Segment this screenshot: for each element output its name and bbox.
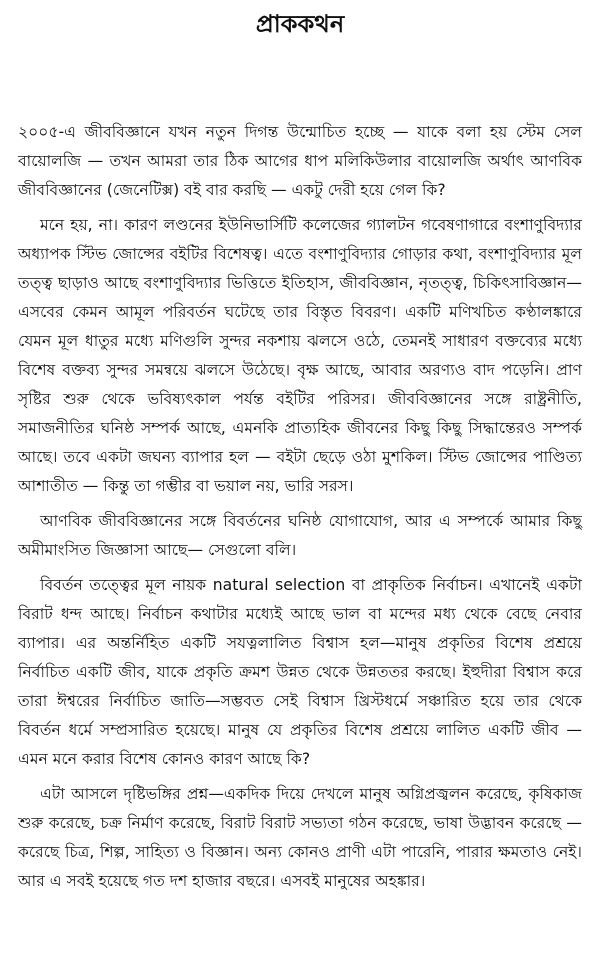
body-text: [18, 118, 582, 896]
page-title: প্রাককথন: [255, 10, 345, 38]
paragraph-1: ২০০৫-এ জীববিজ্ঞানে যখন নতুন দিগন্ত উন্মোচিত হচ্ছে — যাকে বলা হয় স্টেম সেল বায়োলজি — তখন আমরা তার ঠিক আগের ধাপ মলিকিউলার বায়োলজি অর্থাৎ আণবিক জীববিজ্ঞানের (জেনেটিক্স) বই বার করছি — একটু দেরী হয়ে গেল কি?: [18, 123, 582, 199]
paragraph-2: মনে হয়, না। কারণ লণ্ডনের ইউনিভার্সিটি কলেজের গ্যালটন গবেষণাগারে বংশাণুবিদ্যার অধ্যাপক স্টিভ জোন্সের বইটির বিশেষত্ব। এতে বংশাণুবিদ্যার গোড়ার কথা, বংশাণুবিদ্যার মূল তত্ত্ব ছাড়াও আছে বংশাণুবিদ্যার ভিত্তিতে ইতিহাস, জীববিজ্ঞান, নৃতত্ত্ব, চিকিৎসাবিজ্ঞান— এসবের কেমন আমূল পরিবর্তন ঘটেছে তার বিস্তৃত বিবরণ। একটি মণিখচিত কণ্ঠালঙ্কারে যেমন মূল ধাতুর মধ্যে মণিগুলি সুন্দর নকশায় ঝলসে ওঠে, তেমনই সাধারণ বক্তব্যের মধ্যে বিশেষ বক্তব্য সুন্দর সমন্বয়ে ঝলসে উঠেছে। বৃক্ষ আছে, আবার অরণ্যও বাদ পড়েনি। প্রাণ সৃষ্টির শুরু থেকে ভবিষ্যৎকাল পর্যন্ত বইটির পরিসর। জীববিজ্ঞানের সঙ্গে রাষ্ট্রনীতি, সমাজনীতির ঘনিষ্ঠ সম্পর্ক আছে, এমনকি প্রাত্যহিক জীবনের কিছু কিছু সিদ্ধান্তেরও সম্পর্ক আছে। তবে একটা জঘন্য ব্যাপার হল — বইটা ছেড়ে ওঠা মুশকিল। স্টিভ জোন্সের পাণ্ডিত্য আশাতীত — কিন্তু তা গম্ভীর বা ভয়াল নয়, ভারি সরস।: [18, 216, 582, 495]
paragraph-3: আণবিক জীববিজ্ঞানের সঙ্গে বিবর্তনের ঘনিষ্ঠ যোগাযোগ, আর এ সম্পর্কে আমার কিছু অমীমাংসিত জিজ্ঞাসা আছে— সেগুলো বলি।: [18, 512, 582, 559]
paragraph-4: বিবর্তন তত্ত্বের মূল নায়ক natural selection বা প্রাকৃতিক নির্বাচন। এখানেই একটা বিরাট ধন্দ আছে। নির্বাচন কথাটার মধ্যেই আছে ভাল বা মন্দের মধ্য থেকে বেছে নেবার ব্যাপার। এর অন্তর্নিহিত একটি সযত্নলালিত বিশ্বাস হল—মানুষ প্রকৃতির বিশেষ প্রশ্রয়ে নির্বাচিত একটি জীব, যাকে প্রকৃতি ক্রমশ উন্নত থেকে উন্নততর করছে। ইহুদীরা বিশ্বাস করে তারা ঈশ্বরের নির্বাচিত জাতি—সম্ভবত সেই বিশ্বাস খ্রিস্টধর্মে সঞ্চারিত হয়ে তার থেকে বিবর্তন ধর্মে সম্প্রসারিত হয়েছে। মানুষ যে প্রকৃতির বিশেষ প্রশ্রয়ে লালিত একটি জীব — এমন মনে করার বিশেষ কোনও কারণ আছে কি?: [18, 576, 582, 768]
paragraph-5: এটা আসলে দৃষ্টিভঙ্গির প্রশ্ন—একদিক দিয়ে দেখলে মানুষ অগ্নিপ্রজ্বলন করেছে, কৃষিকাজ শুরু করেছে, চক্র নির্মাণ করেছে, বিরাট বিরাট সভ্যতা গঠন করেছে, ভাষা উদ্ভাবন করেছে — করেছে চিত্র, শিল্প, সাহিত্য ও বিজ্ঞান। অন্য কোনও প্রাণী এটা পারেনি, পারার ক্ষমতাও নেই। আর এ সবই হয়েছে গত দশ হাজার বছরে। এসবই মানুষের অহঙ্কার।: [18, 785, 582, 890]
